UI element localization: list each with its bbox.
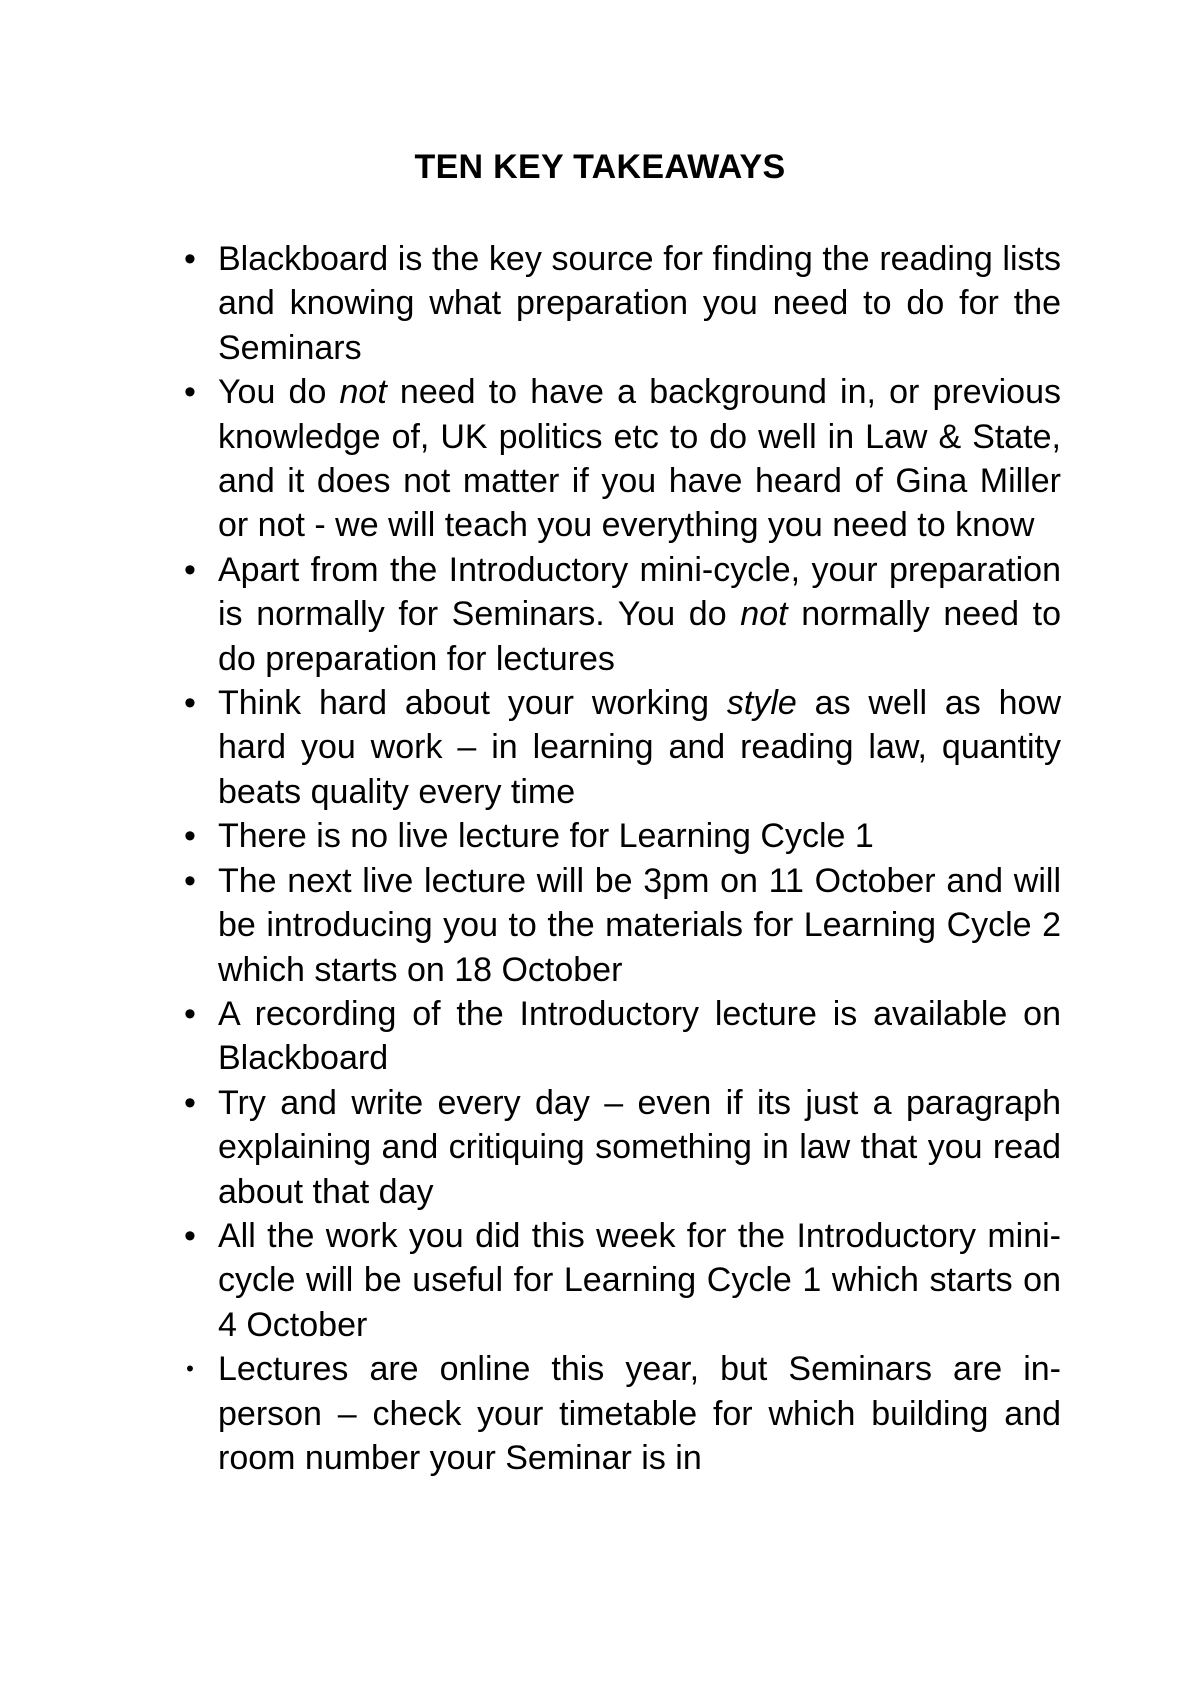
emphasis-text: not xyxy=(740,595,788,634)
bullet-icon: • xyxy=(184,550,196,589)
item-text: All the work you did this week for the Introductory mini-cycle will be useful for Learning Cycle 1 which starts on 4 October xyxy=(218,1216,1061,1344)
item-text: You do xyxy=(218,373,340,412)
bullet-icon: • xyxy=(184,1083,196,1122)
item-text: There is no live lecture for Learning Cycle 1 xyxy=(218,817,874,856)
item-text: Apart from the Introductory mini-cycle, your preparation is normally for Seminars. You do xyxy=(218,550,1061,634)
item-text: Think hard about your working xyxy=(218,684,727,723)
list-item xyxy=(184,859,1061,992)
item-text: Try and write every day – even if its just a paragraph explaining and critiquing something in law that you read about that day xyxy=(218,1083,1061,1211)
bullet-icon: • xyxy=(184,994,196,1033)
bullet-icon: • xyxy=(184,817,196,856)
list-item xyxy=(186,1347,1061,1480)
document-title: TEN KEY TAKEAWAYS xyxy=(414,148,786,186)
list-item xyxy=(184,237,1061,370)
list-item xyxy=(184,814,1061,858)
list-item xyxy=(184,1081,1061,1214)
item-text: need to have a background in, or previous knowledge of, UK politics etc to do well in Law & State, and it does not matter if you have heard of Gina Miller or not - we will teach you everything you need to know xyxy=(218,373,1061,545)
item-text: A recording of the Introductory lecture is available on Blackboard xyxy=(218,994,1061,1078)
emphasis-text: style xyxy=(726,684,797,723)
list-item xyxy=(184,548,1061,681)
bullet-icon: • xyxy=(186,1356,194,1382)
list-item xyxy=(184,1214,1061,1347)
bullet-icon: • xyxy=(184,240,196,278)
item-text: normally need to do preparation for lectures xyxy=(218,595,1061,678)
bullet-icon: • xyxy=(184,1216,196,1255)
item-text: as well as how hard you work – in learning and reading law, quantity beats quality every time xyxy=(218,684,1061,811)
list-item xyxy=(184,370,1061,548)
item-text: Lectures are online this year, but Seminars are in-person – check your timetable for which building and room number your Seminar is in xyxy=(218,1350,1061,1477)
emphasis-text: not xyxy=(339,373,387,412)
list-item xyxy=(184,992,1061,1081)
bullet-icon: • xyxy=(184,861,196,900)
item-text: The next live lecture will be 3pm on 11 October and will be introducing you to the materials for Learning Cycle 2 which starts on 18 October xyxy=(218,861,1061,989)
bullet-icon: • xyxy=(184,684,196,723)
list-item xyxy=(184,681,1061,814)
bullet-icon: • xyxy=(184,373,196,412)
takeaways-list xyxy=(184,237,1061,1480)
item-text: Blackboard is the key source for finding the reading lists and knowing what preparation you need to do for the Seminars xyxy=(218,240,1061,367)
